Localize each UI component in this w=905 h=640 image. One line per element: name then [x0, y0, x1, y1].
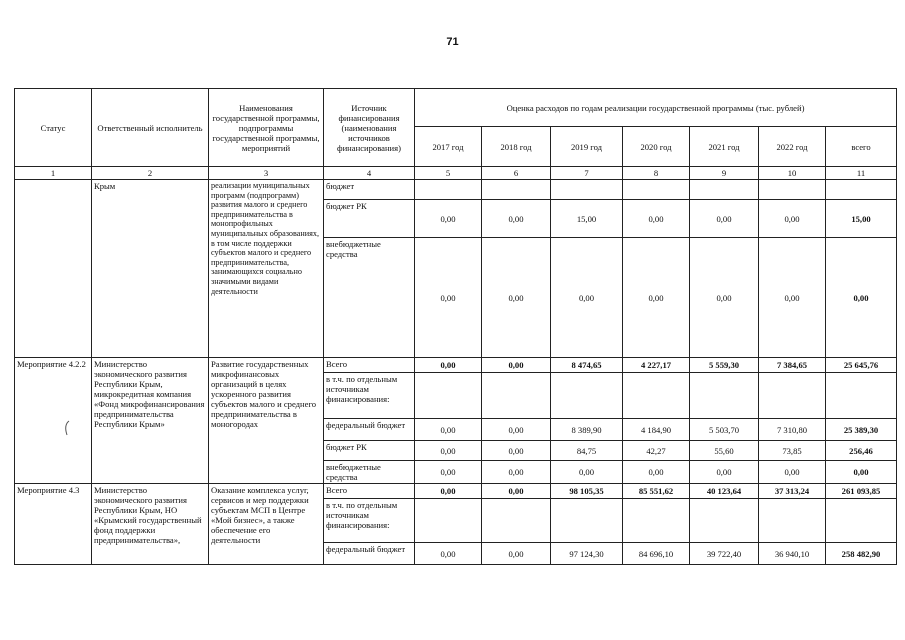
executor-cell: Министерство экономического развития Республики Крым, микрокредитная компания «Фонд микрофинансирования предпринимательства Республики Крым»	[92, 358, 209, 484]
value-cell: 0,00	[415, 543, 482, 565]
source-cell: внебюджетные средства	[324, 461, 415, 484]
value-cell: 40 123,64	[690, 484, 759, 499]
status-cell: Мероприятие 4.3	[15, 484, 92, 565]
value-cell: 37 313,24	[759, 484, 826, 499]
value-cell: 15,00	[551, 200, 623, 238]
value-cell: 4 227,17	[623, 358, 690, 373]
total-cell: 0,00	[826, 461, 897, 484]
total-cell: 25 389,30	[826, 419, 897, 441]
value-cell: 0,00	[415, 238, 482, 358]
value-cell: 0,00	[482, 484, 551, 499]
value-cell: 0,00	[415, 461, 482, 484]
value-cell: 39 722,40	[690, 543, 759, 565]
header-year: 2022 год	[759, 127, 826, 167]
page-number: 71	[446, 36, 459, 48]
total-cell: 25 645,76	[826, 358, 897, 373]
source-cell: Всего	[324, 484, 415, 499]
value-cell: 0,00	[482, 238, 551, 358]
column-number: 8	[623, 167, 690, 180]
column-number: 3	[209, 167, 324, 180]
value-cell: 0,00	[623, 200, 690, 238]
value-cell: 0,00	[690, 200, 759, 238]
header-total: всего	[826, 127, 897, 167]
measure-name-cell: Оказание комплекса услуг, сервисов и мер поддержки субъектам МСП в Центре «Мой бизнес», а также обеспечение его деятельности	[209, 484, 324, 565]
column-number: 7	[551, 167, 623, 180]
value-cell: 0,00	[482, 543, 551, 565]
header-year: 2017 год	[415, 127, 482, 167]
source-cell: федеральный бюджет	[324, 543, 415, 565]
value-cell: 0,00	[482, 419, 551, 441]
value-cell: 0,00	[482, 441, 551, 461]
value-cell: 7 310,80	[759, 419, 826, 441]
value-cell: 84,75	[551, 441, 623, 461]
value-cell: 0,00	[623, 461, 690, 484]
value-cell: 0,00	[759, 200, 826, 238]
value-cell: 0,00	[415, 419, 482, 441]
header-estimate: Оценка расходов по годам реализации государственной программы (тыс. рублей)	[415, 89, 897, 127]
value-cell: 7 384,65	[759, 358, 826, 373]
column-number: 9	[690, 167, 759, 180]
value-cell: 0,00	[415, 200, 482, 238]
value-cell: 0,00	[415, 358, 482, 373]
value-cell: 42,27	[623, 441, 690, 461]
source-cell: в т.ч. по отдельным источникам финансирования:	[324, 373, 415, 419]
value-cell: 55,60	[690, 441, 759, 461]
pen-mark-icon	[62, 420, 72, 436]
total-cell: 256,46	[826, 441, 897, 461]
value-cell: 0,00	[551, 461, 623, 484]
source-cell: бюджет	[324, 180, 415, 200]
value-cell: 0,00	[551, 238, 623, 358]
column-number: 4	[324, 167, 415, 180]
status-cell: Мероприятие 4.2.2	[15, 358, 92, 484]
header-program-name: Наименования государственной программы, подпрограммы государственной программы, мероприятий	[209, 89, 324, 167]
total-cell: 15,00	[826, 200, 897, 238]
header-year: 2018 год	[482, 127, 551, 167]
source-cell: бюджет РК	[324, 441, 415, 461]
value-cell: 5 559,30	[690, 358, 759, 373]
column-number: 1	[15, 167, 92, 180]
header-executor: Ответственный исполнитель	[92, 89, 209, 167]
value-cell: 0,00	[482, 358, 551, 373]
total-cell: 261 093,85	[826, 484, 897, 499]
value-cell: 85 551,62	[623, 484, 690, 499]
value-cell: 84 696,10	[623, 543, 690, 565]
source-cell: бюджет РК	[324, 200, 415, 238]
header-year: 2020 год	[623, 127, 690, 167]
value-cell: 5 503,70	[690, 419, 759, 441]
measure-name-cell: Развитие государственных микрофинансовых организаций в целях ускоренного развития субъектов малого и среднего предпринимательства в моногородах	[209, 358, 324, 484]
column-number: 11	[826, 167, 897, 180]
value-cell: 4 184,90	[623, 419, 690, 441]
value-cell: 0,00	[759, 238, 826, 358]
executor-cell: Министерство экономического развития Республики Крым, НО «Крымский государственный фонд поддержки предпринимательства»,	[92, 484, 209, 565]
measure-name-cell: реализации муниципальных программ (подпрограмм) развития малого и среднего предпринимательства в монопрофильных муниципальных образованиях, в том числе поддержки субъектов малого и среднего предпринимательства, занимающихся социально значимыми видами деятельности	[209, 180, 324, 358]
value-cell: 0,00	[623, 238, 690, 358]
value-cell: 73,85	[759, 441, 826, 461]
header-year: 2021 год	[690, 127, 759, 167]
value-cell: 8 474,65	[551, 358, 623, 373]
column-number: 5	[415, 167, 482, 180]
value-cell: 0,00	[482, 461, 551, 484]
header-year: 2019 год	[551, 127, 623, 167]
status-cell	[15, 180, 92, 358]
header-funding-source: Источник финансирования (наименования источников финансирования)	[324, 89, 415, 167]
value-cell: 36 940,10	[759, 543, 826, 565]
value-cell: 0,00	[415, 484, 482, 499]
value-cell: 97 124,30	[551, 543, 623, 565]
value-cell: 0,00	[690, 461, 759, 484]
source-cell: Всего	[324, 358, 415, 373]
column-number: 2	[92, 167, 209, 180]
value-cell: 0,00	[482, 200, 551, 238]
column-number: 10	[759, 167, 826, 180]
total-cell: 258 482,90	[826, 543, 897, 565]
value-cell: 0,00	[415, 441, 482, 461]
column-number: 6	[482, 167, 551, 180]
value-cell: 0,00	[759, 461, 826, 484]
value-cell: 8 389,90	[551, 419, 623, 441]
source-cell: внебюджетные средства	[324, 238, 415, 358]
expenses-table	[14, 88, 897, 565]
executor-cell: Крым	[92, 180, 209, 358]
source-cell: федеральный бюджет	[324, 419, 415, 441]
value-cell: 0,00	[690, 238, 759, 358]
total-cell: 0,00	[826, 238, 897, 358]
header-status: Статус	[15, 89, 92, 167]
value-cell: 98 105,35	[551, 484, 623, 499]
source-cell: в т.ч. по отдельным источникам финансирования:	[324, 499, 415, 543]
